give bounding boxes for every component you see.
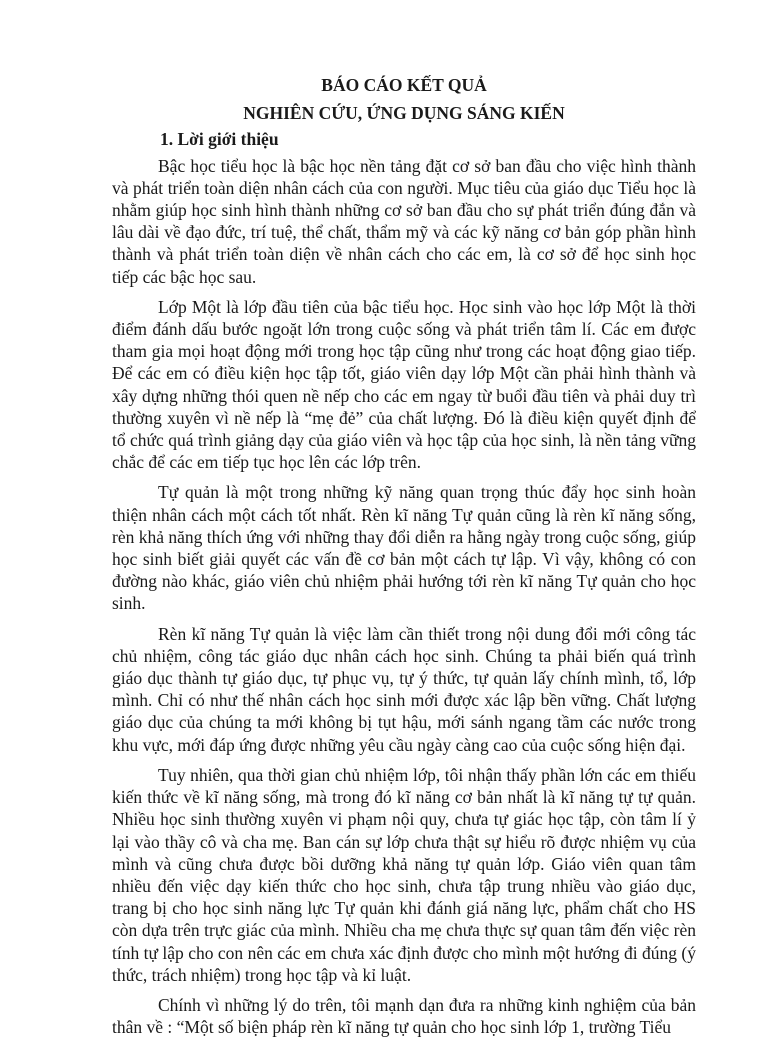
report-subtitle: NGHIÊN CỨU, ỨNG DỤNG SÁNG KIẾN (243, 103, 565, 124)
paragraph-2: Lớp Một là lớp đầu tiên của bậc tiểu học. Học sinh vào học lớp Một là thời điểm đánh dấu bước ngoặt lớn trong cuộc sống và phát triển tâm lí. Các em được tham gia mọi hoạt động mới trong học tập cũng như trong các hoạt động giao tiếp. Để các em có điều kiện học tập tốt, giáo viên dạy lớp Một cần phải hình thành và xây dựng những thói quen nề nếp cho các em ngay từ buổi đầu tiên và phải duy trì thường xuyên vì nề nếp là “mẹ đẻ” của chất lượng. Đó là điều kiện quyết định để tổ chức quá trình giảng dạy của giáo viên và học tập của học sinh, là nền tảng vững chắc để các em tiếp tục học lên các lớp trên. (112, 296, 696, 473)
paragraph-3: Tự quản là một trong những kỹ năng quan trọng thúc đẩy học sinh hoàn thiện nhân cách một cách tốt nhất. Rèn kĩ năng Tự quản cũng là rèn kĩ năng sống, rèn khả năng thích ứng với những thay đổi diễn ra hằng ngày trong cuộc sống, giúp học sinh biết giải quyết các vấn đề cơ bản một cách tự lập. Vì vậy, không có con đường nào khác, giáo viên chủ nhiệm phải hướng tới rèn kĩ năng Tự quản cho học sinh. (112, 482, 696, 614)
paragraph-6: Chính vì những lý do trên, tôi mạnh dạn đưa ra những kinh nghiệm của bản thân về : “Một số biện pháp rèn kĩ năng tự quản cho học sinh lớp 1, trường Tiểu (112, 994, 696, 1038)
section-heading: 1. Lời giới thiệu (160, 129, 279, 150)
paragraph-1: Bậc học tiểu học là bậc học nền tảng đặt cơ sở ban đầu cho việc hình thành và phát triển toàn diện nhân cách của con người. Mục tiêu của giáo dục Tiểu học là nhằm giúp học sinh hình thành những cơ sở ban đầu cho sự phát triển đúng đắn và lâu dài về đạo đức, trí tuệ, thể chất, thẩm mỹ và các kỹ năng cơ bản góp phần hình thành và phát triển toàn diện về nhân cách cho các em, là cơ sở để học sinh học tiếp các bậc học sau. (112, 155, 696, 287)
report-title: BÁO CÁO KẾT QUẢ (321, 75, 487, 95)
paragraph-4: Rèn kĩ năng Tự quản là việc làm cần thiết trong nội dung đổi mới công tác chủ nhiệm, công tác giáo dục nhân cách học sinh. Chúng ta phải biến quá trình giáo dục thành tự giáo dục, tự phục vụ, tự ý thức, tự quản lấy chính mình, tổ, lớp mình. Chỉ có như thế nhân cách học sinh mới được xác lập bền vững. Chất lượng giáo dục của chúng ta mới không bị tụt hậu, mới sánh ngang tầm các nước trong khu vực, mới đáp ứng được những yêu cầu ngày càng cao của cuộc sống hiện đại. (112, 623, 696, 755)
paragraph-5: Tuy nhiên, qua thời gian chủ nhiệm lớp, tôi nhận thấy phần lớn các em thiếu kiến thức về kĩ năng sống, mà trong đó kĩ năng cơ bản nhất là kĩ năng tự tự quản. Nhiều học sinh thường xuyên vi phạm nội quy, chưa tự giác học tập, còn tâm lí ỷ lại vào thầy cô và cha mẹ. Ban cán sự lớp chưa thật sự hiểu rõ được nhiệm vụ của mình và cũng chưa được bồi dưỡng khả năng tự quản lớp. Giáo viên quan tâm nhiều đến việc dạy kiến thức cho học sinh, chưa tập trung nhiều vào giáo dục, trang bị cho học sinh năng lực Tự quản khi đánh giá năng lực, phẩm chất cho HS còn dựa trên trực giác của mình. Nhiều cha mẹ chưa thực sự quan tâm đến việc rèn tính tự lập cho con nên các em chưa xác định được cho mình một hướng đi đúng (ý thức, trách nhiệm) trong học tập và kỉ luật. (112, 764, 696, 985)
